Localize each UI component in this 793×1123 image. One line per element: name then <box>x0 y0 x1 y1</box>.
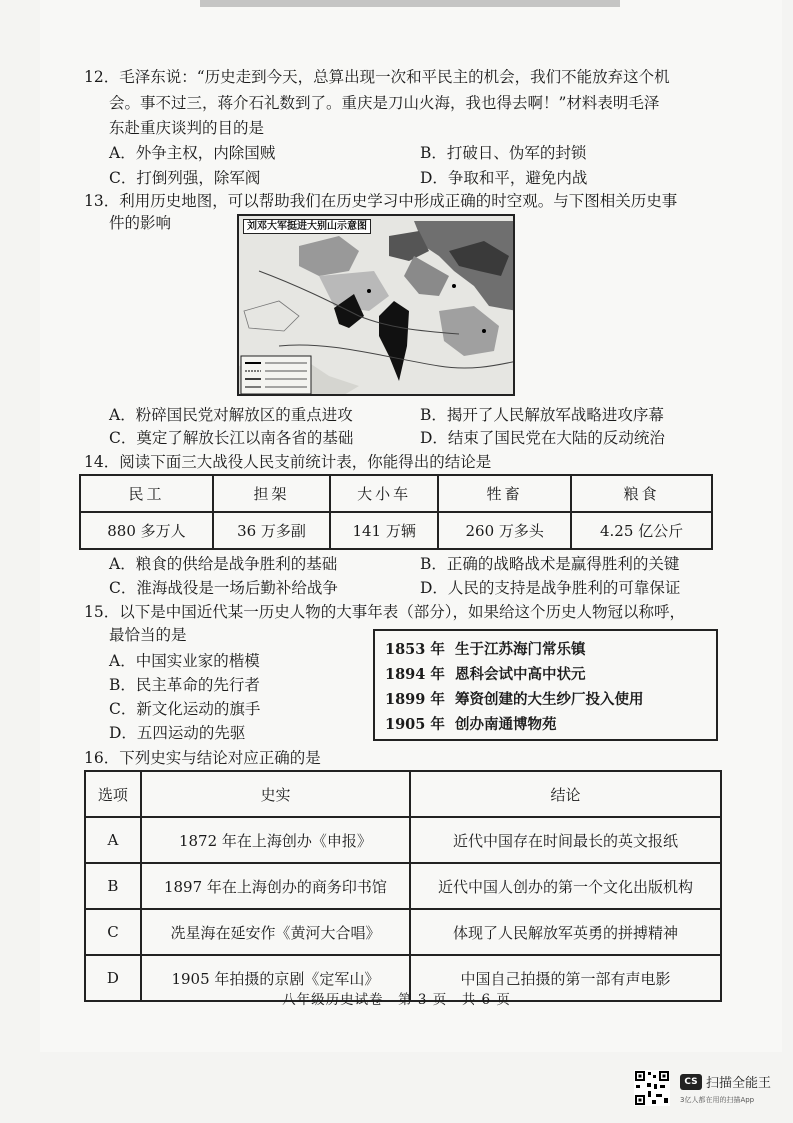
chronology-item: 1894 年 恩科会试中高中状元 <box>385 666 586 683</box>
support-statistics-table <box>79 474 713 550</box>
q12-stem-line2: 会。事不过三，蒋介石礼数到了。重庆是刀山火海，我也得去啊！”材料表明毛泽 <box>109 94 660 112</box>
q13-option-d: D．结束了国民党在大陆的反动统治 <box>420 429 665 447</box>
table-cell: 近代中国存在时间最长的英文报纸 <box>410 817 721 863</box>
map-title: 刘邓大军挺进大别山示意图 <box>243 219 371 234</box>
table-cell: 880 多万人 <box>80 512 213 549</box>
chronology-box <box>373 629 718 741</box>
q15-option-a: A．中国实业家的楷模 <box>109 652 260 670</box>
historical-map <box>237 214 515 396</box>
table-row <box>85 863 721 909</box>
table-cell: D <box>85 955 141 1001</box>
q16-stem: 16．下列史实与结论对应正确的是 <box>84 749 321 767</box>
table-cell: 冼星海在延安作《黄河大合唱》 <box>141 909 410 955</box>
table-cell: 1905 年拍摄的京剧《定军山》 <box>141 955 410 1001</box>
scan-top-edge <box>200 0 620 7</box>
table-header: 牲畜 <box>438 475 571 512</box>
table-row <box>85 909 721 955</box>
table-header: 粮食 <box>571 475 712 512</box>
q15-option-d: D．五四运动的先驱 <box>109 724 246 742</box>
table-cell: 体现了人民解放军英勇的拼搏精神 <box>410 909 721 955</box>
table-cell: 260 万多头 <box>438 512 571 549</box>
chronology-item: 1905 年 创办南通博物苑 <box>385 716 557 733</box>
q12-stem-line1: 12．毛泽东说：“历史走到今天，总算出现一次和平民主的机会，我们不能放弃这个机 <box>84 68 670 86</box>
table-cell: C <box>85 909 141 955</box>
q15-stem-line1: 15．以下是中国近代某一历史人物的大事年表（部分），如果给这个历史人物冠以称呼， <box>84 603 685 621</box>
chronology-item: 1853 年 生于江苏海门常乐镇 <box>385 641 586 658</box>
q14-option-b: B．正确的战略战术是赢得胜利的关键 <box>420 555 680 573</box>
camscanner-logo: CS <box>680 1074 702 1090</box>
table-header: 担架 <box>213 475 330 512</box>
q12-option-c: C．打倒列强，除军阀 <box>109 169 261 187</box>
q14-option-a: A．粮食的供给是战争胜利的基础 <box>109 555 338 573</box>
q13-option-c: C．奠定了解放长江以南各省的基础 <box>109 429 354 447</box>
q15-option-b: B．民主革命的先行者 <box>109 676 260 694</box>
facts-conclusions-table <box>84 770 722 1002</box>
table-cell: A <box>85 817 141 863</box>
table-cell: B <box>85 863 141 909</box>
q12-option-a: A．外争主权，内除国贼 <box>109 144 276 162</box>
q12-stem-line3: 东赴重庆谈判的目的是 <box>109 119 265 137</box>
table-header: 大小车 <box>330 475 438 512</box>
q12-option-d: D．争取和平，避免内战 <box>420 169 588 187</box>
q13-option-a: A．粉碎国民党对解放区的重点进攻 <box>109 406 353 424</box>
qr-code-icon <box>634 1070 670 1106</box>
table-cell: 1872 年在上海创办《申报》 <box>141 817 410 863</box>
table-cell: 近代中国人创办的第一个文化出版机构 <box>410 863 721 909</box>
q13-option-b: B．揭开了人民解放军战略进攻序幕 <box>420 406 664 424</box>
q13-stem-line2: 件的影响 <box>109 214 172 232</box>
table-header: 结论 <box>410 771 721 817</box>
q13-stem-line1: 13．利用历史地图，可以帮助我们在历史学习中形成正确的时空观。与下图相关历史事 <box>84 192 678 210</box>
table-header: 民工 <box>80 475 213 512</box>
chronology-item: 1899 年 筹资创建的大生纱厂投入使用 <box>385 691 644 708</box>
table-cell: 中国自己拍摄的第一部有声电影 <box>410 955 721 1001</box>
table-header: 选项 <box>85 771 141 817</box>
scanner-watermark <box>634 1070 784 1114</box>
table-cell: 1897 年在上海创办的商务印书馆 <box>141 863 410 909</box>
camscanner-name: 扫描全能王 <box>706 1076 772 1091</box>
table-cell: 36 万多副 <box>213 512 330 549</box>
q14-stem: 14．阅读下面三大战役人民支前统计表，你能得出的结论是 <box>84 453 492 471</box>
q15-stem-line2: 最恰当的是 <box>109 626 187 644</box>
table-row <box>85 817 721 863</box>
q12-option-b: B．打破日、伪军的封锁 <box>420 144 587 162</box>
camscanner-slogan: 3亿人都在用的扫描App <box>680 1096 755 1104</box>
table-header: 史实 <box>141 771 410 817</box>
q15-option-c: C．新文化运动的旗手 <box>109 700 261 718</box>
table-cell: 4.25 亿公斤 <box>571 512 712 549</box>
table-cell: 141 万辆 <box>330 512 438 549</box>
q14-option-d: D．人民的支持是战争胜利的可靠保证 <box>420 579 681 597</box>
q14-option-c: C．淮海战役是一场后勤补给战争 <box>109 579 338 597</box>
page-footer: 八年级历史试卷 第 3 页 共 6 页 <box>282 992 511 1008</box>
map-drawing <box>239 216 515 396</box>
